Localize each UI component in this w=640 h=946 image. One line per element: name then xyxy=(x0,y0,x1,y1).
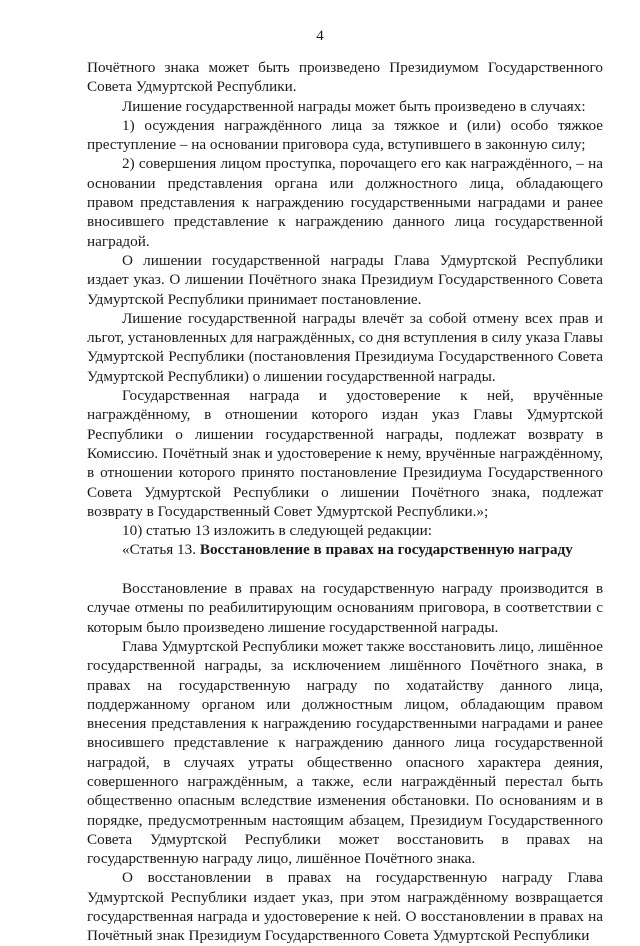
list-item: 2) совершения лицом проступка, порочащего его как награждённого, – на основании представления органа или должностного лица, обладающего правом представления к награждению государственными наградами и ранее вносившего представление к награждению данного лица государственной наградой. xyxy=(87,155,603,250)
paragraph: О восстановлении в правах на государственную награду Глава Удмуртской Республики издает указ, при этом награждённому возвращается государственная награда и удостоверение к ней. О восстановлении в правах на Почётный знак Президиум Государственного Совета Удмуртской Республики xyxy=(87,869,603,945)
paragraph: Почётного знака может быть произведено Президиумом Государственного Совета Удмуртской Республики. xyxy=(87,59,603,96)
paragraph: Лишение государственной награды влечёт за собой отмену всех прав и льгот, установленных для награждённых, со дня вступления в силу указа Главы Удмуртской Республики (постановления Президиума Государственного Совета Удмуртской Республики) о лишении государственной награды. xyxy=(87,309,603,385)
page-number: 4 xyxy=(316,28,324,44)
list-item: 1) осуждения награждённого лица за тяжкое и (или) особо тяжкое преступление – на основании приговора суда, вступившего в законную силу; xyxy=(87,116,603,154)
paragraph: Государственная награда и удостоверение к ней, вручённые награждённому, в отношении которого издан указ Главы Удмуртской Республики о лишении государственной награды, подлежат возврату в Комиссию. Почётный знак и удостоверение к нему, вручённые награждённому, в отношении которого принято постановление Президиума Государственного Совета Удмуртской Республики о лишении Почётного знака, подлежат возврату в Государственный Совет Удмуртской Республики.»; xyxy=(87,387,603,520)
paragraph: Лишение государственной награды может быть произведено в случаях: xyxy=(122,97,586,115)
paragraph: О лишении государственной награды Глава Удмуртской Республики издает указ. О лишении Почётного знака Президиум Государственного Совета Удмуртской Республики принимает постановление. xyxy=(87,251,603,308)
paragraph: 10) статью 13 изложить в следующей редакции: xyxy=(122,522,432,540)
article-heading-prefix: «Статья 13. xyxy=(122,541,200,559)
article-heading xyxy=(87,540,603,559)
blank-line xyxy=(87,560,603,579)
paragraph: Глава Удмуртской Республики может также восстановить лицо, лишённое государственной награды, за исключением лишённого Почётного знака, в правах на государственную награду по ходатайству данного лица, поддержанному органом или должностным лицом, обладающим правом внесения представления к награждению государственными наградами и ранее вносившего представление к награждению данного лица государственной наградой, в случаях утраты общественно опасного характера деяния, совершенного награждённым, а также, если награждённый перестал быть общественно опасным вследствие изменения обстановки. По основаниям и в порядке, предусмотренным настоящим абзацем, Президиум Государственного Совета Удмуртской Республики может восстановить в правах на государственную награду лицо, лишённое Почётного знака. xyxy=(87,637,603,868)
article-heading-title: Восстановление в правах на государственную награду xyxy=(199,541,573,559)
document-body xyxy=(87,58,603,946)
paragraph: Восстановление в правах на государственную награду производится в случае отмены по реабилитирующим основаниям приговора, в соответствии с которым было произведено лишение государственной награды. xyxy=(87,580,603,636)
